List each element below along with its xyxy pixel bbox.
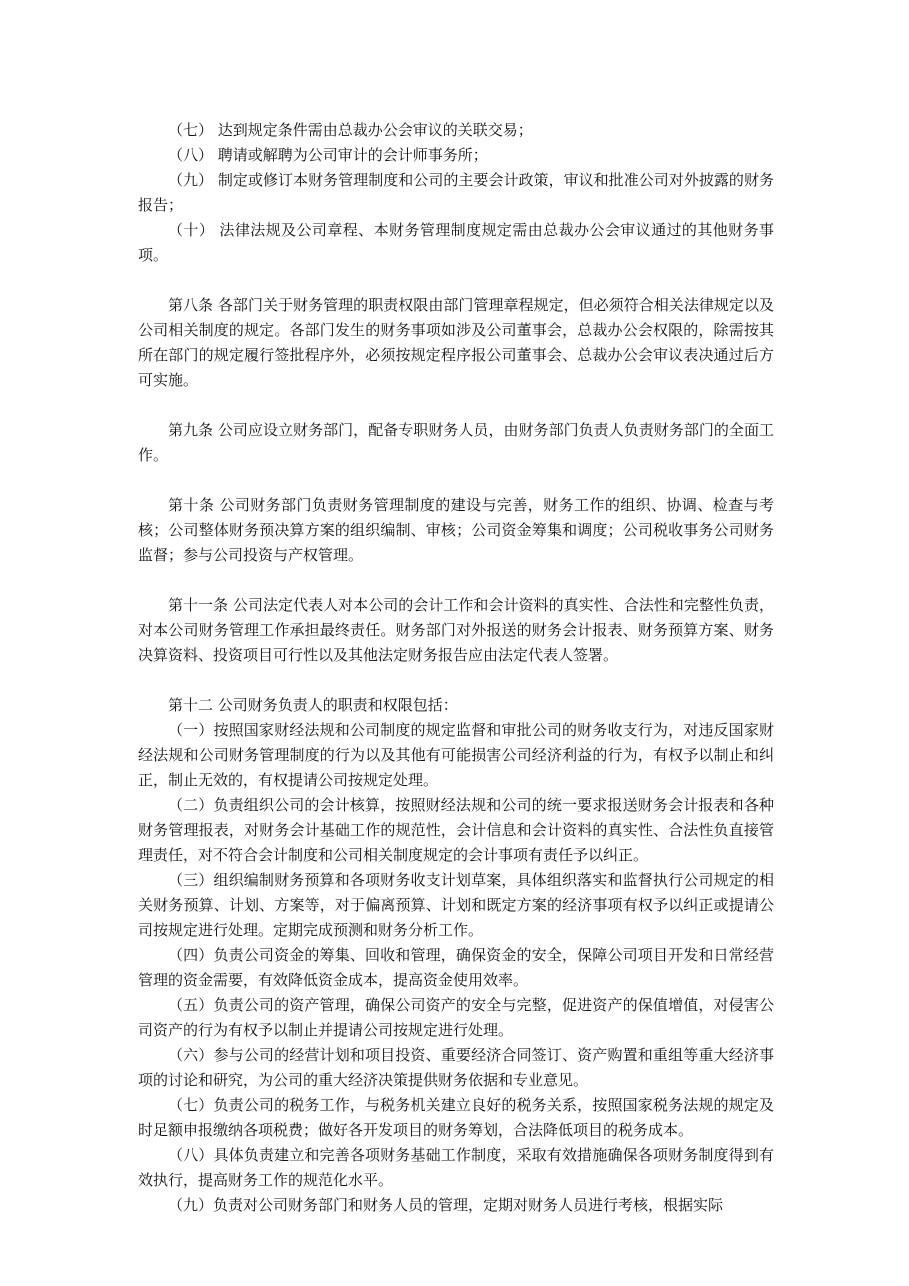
article-12-item-1: （一）按照国家财经法规和公司制度的规定监督和审批公司的财务收支行为，对违反国家财经法规和公司财务管理制度的行为以及其他有可能损害公司经济利益的行为，有权予以制止和纠正，制止无效的，有权提请公司按规定处理。 bbox=[138, 721, 774, 789]
article-12-item-5: （五）负责公司的资产管理，确保公司资产的安全与完整，促进资产的保值增值，对侵害公司资产的行为有权予以制止并提请公司按规定进行处理。 bbox=[138, 996, 774, 1039]
paragraph-spacer bbox=[138, 468, 774, 493]
article-12-item-9: （九）负责对公司财务部门和财务人员的管理，定期对财务人员进行考核，根据实际 bbox=[168, 1196, 724, 1214]
article-9: 第九条 公司应设立财务部门，配备专职财务人员，由财务部门负责人负责财务部门的全面工作。 bbox=[138, 421, 774, 464]
paragraph-spacer bbox=[138, 568, 774, 593]
article-8: 第八条 各部门关于财务管理的职责权限由部门管理章程规定，但必须符合相关法律规定以及公司相关制度的规定。各部门发生的财务事项如涉及公司董事会，总裁办公会权限的，除需按其所在部门的规定履行签批程序外，必须按规定程序报公司董事会、总裁办公会审议表决通过后方可实施。 bbox=[138, 296, 774, 389]
article-12-item-4: （四）负责公司资金的筹集、回收和管理，确保资金的安全，保障公司项目开发和日常经营管理的资金需要，有效降低资金成本，提高资金使用效率。 bbox=[138, 946, 774, 989]
paragraph-spacer bbox=[138, 668, 774, 693]
article-12-item-3: （三）组织编制财务预算和各项财务收支计划草案，具体组织落实和监督执行公司规定的相关财务预算、计划、方案等，对于偏离预算、计划和既定方案的经济事项有权予以纠正或提请公司按规定进行处理。定期完成预测和财务分析工作。 bbox=[138, 871, 774, 939]
paragraph-spacer bbox=[138, 393, 774, 418]
article-12-item-8: （八）具体负责建立和完善各项财务基础工作制度，采取有效措施确保各项财务制度得到有效执行，提高财务工作的规范化水平。 bbox=[138, 1146, 774, 1189]
clause-item-9: （九） 制定或修订本财务管理制度和公司的主要会计政策，审议和批准公司对外披露的财务报告； bbox=[138, 171, 774, 214]
article-11: 第十一条 公司法定代表人对本公司的会计工作和会计资料的真实性、合法性和完整性负责，对本公司财务管理工作承担最终责任。财务部门对外报送的财务会计报表、财务预算方案、财务决算资料、投资项目可行性以及其他法定财务报告应由法定代表人签署。 bbox=[138, 596, 774, 664]
clause-item-10: （十） 法律法规及公司章程、本财务管理制度规定需由总裁办公会审议通过的其他财务事项。 bbox=[138, 221, 774, 264]
article-12-item-7: （七）负责公司的税务工作，与税务机关建立良好的税务关系，按照国家税务法规的规定及时足额申报缴纳各项税费；做好各开发项目的财务筹划，合法降低项目的税务成本。 bbox=[138, 1096, 774, 1139]
article-12-item-2: （二）负责组织公司的会计核算，按照财经法规和公司的统一要求报送财务会计报表和各种财务管理报表，对财务会计基础工作的规范性，会计信息和会计资料的真实性、合法性负直接管理责任，对不符合会计制度和公司相关制度规定的会计事项有责任予以纠正。 bbox=[138, 796, 774, 864]
article-12-intro: 第十二 公司财务负责人的职责和权限包括： bbox=[168, 696, 458, 714]
paragraph-spacer bbox=[138, 268, 774, 293]
article-12-item-6: （六）参与公司的经营计划和项目投资、重要经济合同签订、资产购置和重组等重大经济事项的讨论和研究，为公司的重大经济决策提供财务依据和专业意见。 bbox=[138, 1046, 774, 1089]
document-page bbox=[138, 118, 774, 1218]
article-10: 第十条 公司财务部门负责财务管理制度的建设与完善，财务工作的组织、协调、检查与考核；公司整体财务预决算方案的组织编制、审核；公司资金筹集和调度；公司税收事务公司财务监督；参与公司投资与产权管理。 bbox=[138, 496, 774, 564]
clause-item-7: （七） 达到规定条件需由总裁办公会审议的关联交易； bbox=[168, 121, 533, 139]
clause-item-8: （八） 聘请或解聘为公司审计的会计师事务所； bbox=[168, 146, 488, 164]
